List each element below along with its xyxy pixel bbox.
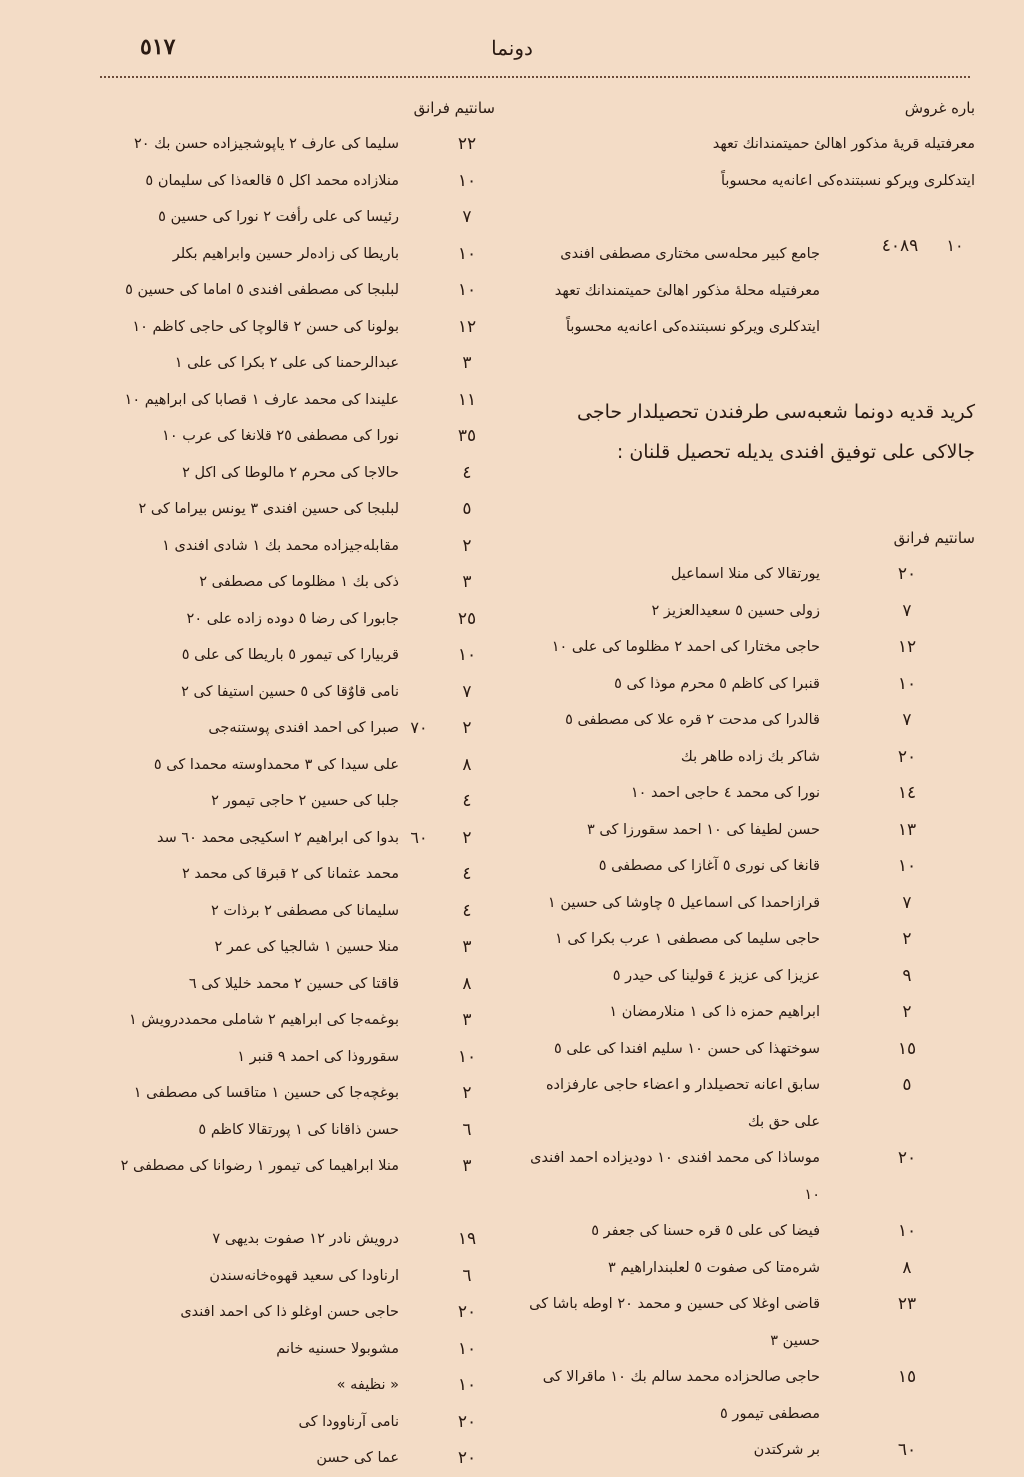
amount-franc: ١٩ xyxy=(457,1229,477,1249)
table-row xyxy=(95,199,495,236)
table-row xyxy=(520,702,975,739)
amount-franc: ٢ xyxy=(462,535,472,556)
table-row xyxy=(95,1331,495,1368)
table-row xyxy=(95,564,495,601)
table-row xyxy=(95,345,495,382)
table-row xyxy=(520,1432,975,1469)
table-row xyxy=(520,593,975,630)
table-row xyxy=(520,666,975,703)
amount-franc: ١٠ xyxy=(897,1221,917,1241)
amount-franc: ٧ xyxy=(902,710,912,730)
donor-text: مقابله‌جیزاده محمد بك ١ شادی افندی ١ xyxy=(162,537,399,554)
donor-text: محمد عثمانا كی ٢ قبرقا كی محمد ٢ xyxy=(181,866,399,882)
table-row xyxy=(95,674,495,711)
amount-franc: ٧ xyxy=(902,892,912,913)
donor-text: نورا كی محمد ٤ حاجی احمد ١٠ xyxy=(630,785,820,801)
donor-text: قانغا كی نوری ٥ آغازا كی مصطفی ٥ xyxy=(598,858,820,874)
collection-paragraph: كرید قدیه دونما شعبه‌سی طرفندن تحصیلدار حاجی جالاكی علی توفیق افندی یدیله تحصیل قلنان : xyxy=(577,401,975,463)
donor-text: شاكر بك زاده طاهر بك xyxy=(680,748,820,765)
donor-text: بر شركتدن xyxy=(753,1442,820,1458)
table-row xyxy=(520,848,975,885)
donor-text: درویش نادر ١٢ صفوت بدیهی ٧ xyxy=(212,1231,399,1247)
donor-text: حالاجا كی محرم ٢ مالوطا كی اكل ٢ xyxy=(182,464,399,481)
donor-text: جابورا كی رضا ٥ دوده زاده علی ٢٠ xyxy=(186,610,399,627)
table-row xyxy=(95,1002,495,1039)
table-row xyxy=(95,601,495,638)
amount-franc: ٢ xyxy=(462,718,472,738)
table-row xyxy=(95,455,495,492)
amount-franc: ٨ xyxy=(462,754,472,775)
donor-text: قرازاحمدا كی اسماعیل ٥ چاوشا كی حسین ١ xyxy=(547,894,820,911)
donor-text: مشوبولا حسنیه خانم xyxy=(276,1340,399,1357)
donor-text: صبرا كی احمد افندی پوستنه‌جی xyxy=(208,720,399,736)
amount-franc: ٣ xyxy=(462,937,472,957)
amount-franc: ٥ xyxy=(902,1075,912,1095)
amount-franc: ٨ xyxy=(902,1257,912,1278)
table-row xyxy=(520,739,975,776)
donor-text: موساذا كی محمد افندی ١٠ دودیزاده احمد افندی ١٠ xyxy=(530,1150,820,1203)
table-row xyxy=(95,747,495,784)
amount-franc: ١٠ xyxy=(457,170,477,191)
amount-franc: ٣٥ xyxy=(457,426,477,446)
amount-franc: ٢ xyxy=(902,1002,912,1022)
amount-franc: ١٢ xyxy=(897,637,917,657)
amount-franc: ٤ xyxy=(462,900,472,921)
donor-text: قاضی اوغلا كی حسین و محمد ٢٠ اوطه باشا كی حسین ٣ xyxy=(529,1296,820,1349)
table-row xyxy=(95,236,495,273)
right-column xyxy=(520,90,975,1469)
amount-franc: ٢٣ xyxy=(897,1294,917,1314)
amount-franc: ٢٠ xyxy=(457,1411,477,1432)
donor-text: یورتقالا كی منلا اسماعیل xyxy=(670,566,820,582)
table-row xyxy=(95,528,495,565)
left-rows xyxy=(95,126,495,1477)
donor-text: فیضا كی علی ٥ قره حسنا كی جعفر ٥ xyxy=(591,1223,820,1239)
donor-text: شره‌متا كی صفوت ٥ لعلبنداراهیم ٣ xyxy=(607,1259,820,1276)
amount-franc: ٢ xyxy=(902,929,912,949)
table-row xyxy=(95,783,495,820)
table-row xyxy=(95,966,495,1003)
amount-franc: ١٠ xyxy=(457,243,477,264)
amount-franc: ٢٠ xyxy=(457,1302,477,1322)
intro-block xyxy=(520,126,975,236)
table-row xyxy=(95,272,495,309)
table-row xyxy=(520,812,975,849)
table-row xyxy=(520,1067,975,1140)
amount-franc: ١٣ xyxy=(897,819,917,840)
amount-franc: ١٥ xyxy=(897,1367,917,1387)
amount-franc: ٤ xyxy=(462,462,472,483)
amount-franc: ٢٥ xyxy=(457,608,477,629)
donor-text: رئیسا كی علی رأفت ٢ نورا كی حسین ٥ xyxy=(158,209,399,225)
table-row xyxy=(95,1112,495,1149)
donor-text: بوغمه‌جا كی ابراهیم ٢ شاملی محمددرویش ١ xyxy=(129,1012,399,1028)
amount-franc: ٣ xyxy=(462,353,472,373)
donor-text: حاجی حسن اوغلو ذا كی احمد افندی xyxy=(180,1304,399,1320)
table-row xyxy=(520,629,975,666)
donor-text: لبلبجا كی مصطفی افندی ٥ اماما كی حسین ٥ xyxy=(125,282,399,298)
table-row xyxy=(520,775,975,812)
entry-number-1: ١٠ xyxy=(946,236,964,255)
amount-franc: ٤ xyxy=(462,864,472,884)
donor-text: بولونا كی حسن ٢ قالوچا كی حاجی كاظم ١٠ xyxy=(132,318,399,335)
table-row xyxy=(95,893,495,930)
mosque-entry xyxy=(520,236,975,384)
donor-text: سابق اعانه تحصیلدار و اعضاء حاجی عارفزاده علی حق بك xyxy=(545,1077,820,1130)
amount-franc: ١١ xyxy=(457,389,477,410)
donor-text: ذكی بك ١ مظلوما كی مصطفی ٢ xyxy=(199,574,399,590)
donor-text: علیندا كی محمد عارف ١ قصابا كی ابراهیم ١٠ xyxy=(124,391,399,408)
entry-number-2: ٤٠٨٩ xyxy=(881,236,919,256)
amount-franc: ١٠ xyxy=(457,1338,477,1359)
donor-text: حاجی سلیما كی مصطفی ١ عرب بكرا كی ١ xyxy=(554,931,820,947)
table-row xyxy=(520,1286,975,1359)
donor-text: جلبا كی حسین ٢ حاجی تیمور ٢ xyxy=(211,793,399,809)
donor-text: منلا حسین ١ شالجیا كی عمر ٢ xyxy=(214,939,399,955)
amount-franc: ٢ xyxy=(462,1083,472,1103)
amount-franc: ٢ xyxy=(462,827,472,848)
donor-text: ارناودا كی سعید قهوه‌خانه‌سندن xyxy=(209,1267,399,1284)
mosque-entry-nums xyxy=(820,236,975,256)
amount-franc: ٥ xyxy=(462,499,472,519)
amount-centime: ٦٠ xyxy=(410,827,428,847)
left-column-header: سانتیم فرانق xyxy=(413,99,495,117)
amount-franc: ٢٠ xyxy=(897,1148,917,1168)
table-row xyxy=(95,1440,495,1477)
table-row xyxy=(95,1294,495,1331)
donor-text: قربیارا كی تیمور ٥ باریطا كی علی ٥ xyxy=(181,647,399,663)
table-row xyxy=(520,1213,975,1250)
table-row xyxy=(95,856,495,893)
donor-text: سوختهذا كی حسن ١٠ سلیم افندا كی علی ٥ xyxy=(554,1040,820,1057)
donor-text: قالدرا كی مدحت ٢ قره علا كی مصطفی ٥ xyxy=(565,712,820,728)
amount-franc: ١٢ xyxy=(457,316,477,337)
right-top-label: باره غروش xyxy=(904,99,975,117)
amount-franc: ٢٠ xyxy=(897,564,917,584)
amount-franc: ١٤ xyxy=(897,783,917,803)
table-row xyxy=(520,921,975,958)
amount-franc: ٦ xyxy=(462,1265,472,1286)
donor-text: نامی آرناوودا كی xyxy=(298,1413,399,1430)
table-row xyxy=(95,418,495,455)
amount-franc: ١٠ xyxy=(897,673,917,694)
donor-text: عزیزا كی عزیز ٤ قولینا كی حیدر ٥ xyxy=(612,967,820,984)
donor-text: منلا ابراهیما كی تیمور ١ رضوانا كی مصطفی ٢ xyxy=(120,1158,399,1174)
table-row xyxy=(95,1039,495,1076)
donor-text: سلیما كی عارف ٢ یاپوشجیزاده حسن بك ٢٠ xyxy=(134,136,399,152)
donor-text: سقوروذا كی احمد ٩ قنبر ١ xyxy=(237,1048,399,1065)
donor-text: نامی قاوٌقا كی ٥ حسین استیفا كی ٢ xyxy=(181,683,399,700)
amount-franc: ٢٠ xyxy=(457,1448,477,1468)
amount-franc: ٦ xyxy=(462,1119,472,1140)
amount-franc: ٩ xyxy=(902,965,912,986)
amount-franc: ٦٠ xyxy=(897,1440,917,1460)
donor-text: حاجی صالحزاده محمد سالم بك ١٠ ماقرالا كی مصطفی تیمور ٥ xyxy=(542,1369,820,1422)
table-row xyxy=(95,1075,495,1112)
donor-text: باریطا كی زاده‌لر حسین وابراهیم بكلر xyxy=(172,245,399,262)
table-row xyxy=(95,309,495,346)
amount-franc: ٢٠ xyxy=(897,746,917,767)
header-rule xyxy=(100,76,970,78)
amount-franc: ٢٢ xyxy=(457,134,477,154)
right-column-header: سانتیم فرانق xyxy=(893,529,975,547)
table-row xyxy=(520,994,975,1031)
amount-franc: ١٠ xyxy=(457,645,477,665)
amount-franc: ٣ xyxy=(462,572,472,592)
donor-text: ابراهیم حمزه ذا كی ١ منلارمضان ١ xyxy=(609,1004,820,1020)
table-row xyxy=(95,820,495,857)
amount-franc: ١٠ xyxy=(457,1046,477,1067)
amount-franc: ١٠ xyxy=(457,280,477,300)
table-row xyxy=(95,382,495,419)
donor-text: عما كی حسن xyxy=(316,1450,399,1466)
table-row xyxy=(95,1221,495,1258)
table-row xyxy=(520,1250,975,1287)
amount-centime: ٧٠ xyxy=(410,718,428,737)
donor-text: عبدالرحمنا كی علی ٢ بكرا كی علی ١ xyxy=(174,355,399,371)
amount-franc: ١٠ xyxy=(457,1375,477,1395)
donor-text: بوغچه‌جا كی حسین ١ متاقسا كی مصطفی ١ xyxy=(133,1085,399,1101)
amount-franc: ٧ xyxy=(902,600,912,621)
amount-franc: ١٥ xyxy=(897,1038,917,1059)
donor-text: حاجی مختارا كی احمد ٢ مظلوما كی علی ١٠ xyxy=(551,639,820,655)
table-row xyxy=(95,710,495,747)
table-row xyxy=(520,1140,975,1213)
donor-text: قاقتا كی حسین ٢ محمد خلیلا كی ٦ xyxy=(188,975,399,992)
running-title: دونما xyxy=(491,36,533,60)
donor-text: حسن لطیفا كی ١٠ احمد سقورزا كی ٣ xyxy=(587,821,820,838)
table-row xyxy=(520,1031,975,1068)
table-row xyxy=(520,958,975,995)
right-rows xyxy=(520,556,975,1469)
donor-text: زولی حسین ٥ سعیدالعزیز ٢ xyxy=(651,602,820,619)
table-row xyxy=(95,126,495,163)
donor-text: « نظیفه » xyxy=(336,1377,399,1393)
amount-franc: ٣ xyxy=(462,1156,472,1176)
donor-text: لبلبجا كی حسین افندی ٣ یونس بیراما كی ٢ xyxy=(138,501,399,517)
table-row xyxy=(95,637,495,674)
table-row xyxy=(520,556,975,593)
table-row xyxy=(520,885,975,922)
left-column xyxy=(95,90,495,1477)
amount-franc: ٧ xyxy=(462,681,472,702)
table-row xyxy=(95,929,495,966)
table-row xyxy=(520,1359,975,1432)
amount-franc: ٨ xyxy=(462,973,472,994)
amount-franc: ٧ xyxy=(462,207,472,227)
table-row xyxy=(95,1258,495,1295)
table-row xyxy=(95,1367,495,1404)
donor-text: حسن ذاقانا كی ١ پورتقالا كاظم ٥ xyxy=(198,1121,399,1138)
donor-text: سلیمانا كی مصطفی ٢ برذات ٢ xyxy=(210,902,399,919)
table-row xyxy=(95,1404,495,1441)
donor-text: علی سیدا كی ٣ محمداوسته محمدا كی ٥ xyxy=(153,756,399,773)
donor-text: بدوا كی ابراهیم ٢ اسكیجی محمد ٦٠ سد xyxy=(157,829,399,846)
intro-text: معرفتیله قریهٔ مذکور اهالیٔ حمیتمندانك تعهد ایتدكلری ویركو نسبتنده‌كی اعانه‌یه محسوباً xyxy=(712,136,975,189)
amount-franc: ٤ xyxy=(462,791,472,811)
page-number: ٥١٧ xyxy=(140,34,176,60)
table-row xyxy=(95,491,495,528)
table-row xyxy=(95,163,495,200)
mosque-entry-text: جامع كبیر محله‌سی مختاری مصطفی افندی معرفتیله محلهٔ مذكور اهالیٔ حمیتمندانك تعهد ایتدكلری ویركو نسبتنده‌كی اعانه‌یه محسوباً xyxy=(554,246,820,335)
donor-text: قنبرا كی كاظم ٥ محرم موذا كی ٥ xyxy=(614,675,820,692)
table-row xyxy=(95,1148,495,1221)
amount-franc: ١٠ xyxy=(897,856,917,876)
donor-text: منلازاده محمد اكل ٥ قالعه‌ذا كی سلیمان ٥ xyxy=(145,172,399,189)
donor-text: نورا كی مصطفی ٢٥ قلانغا كی عرب ١٠ xyxy=(162,428,399,444)
amount-franc: ٣ xyxy=(462,1010,472,1030)
